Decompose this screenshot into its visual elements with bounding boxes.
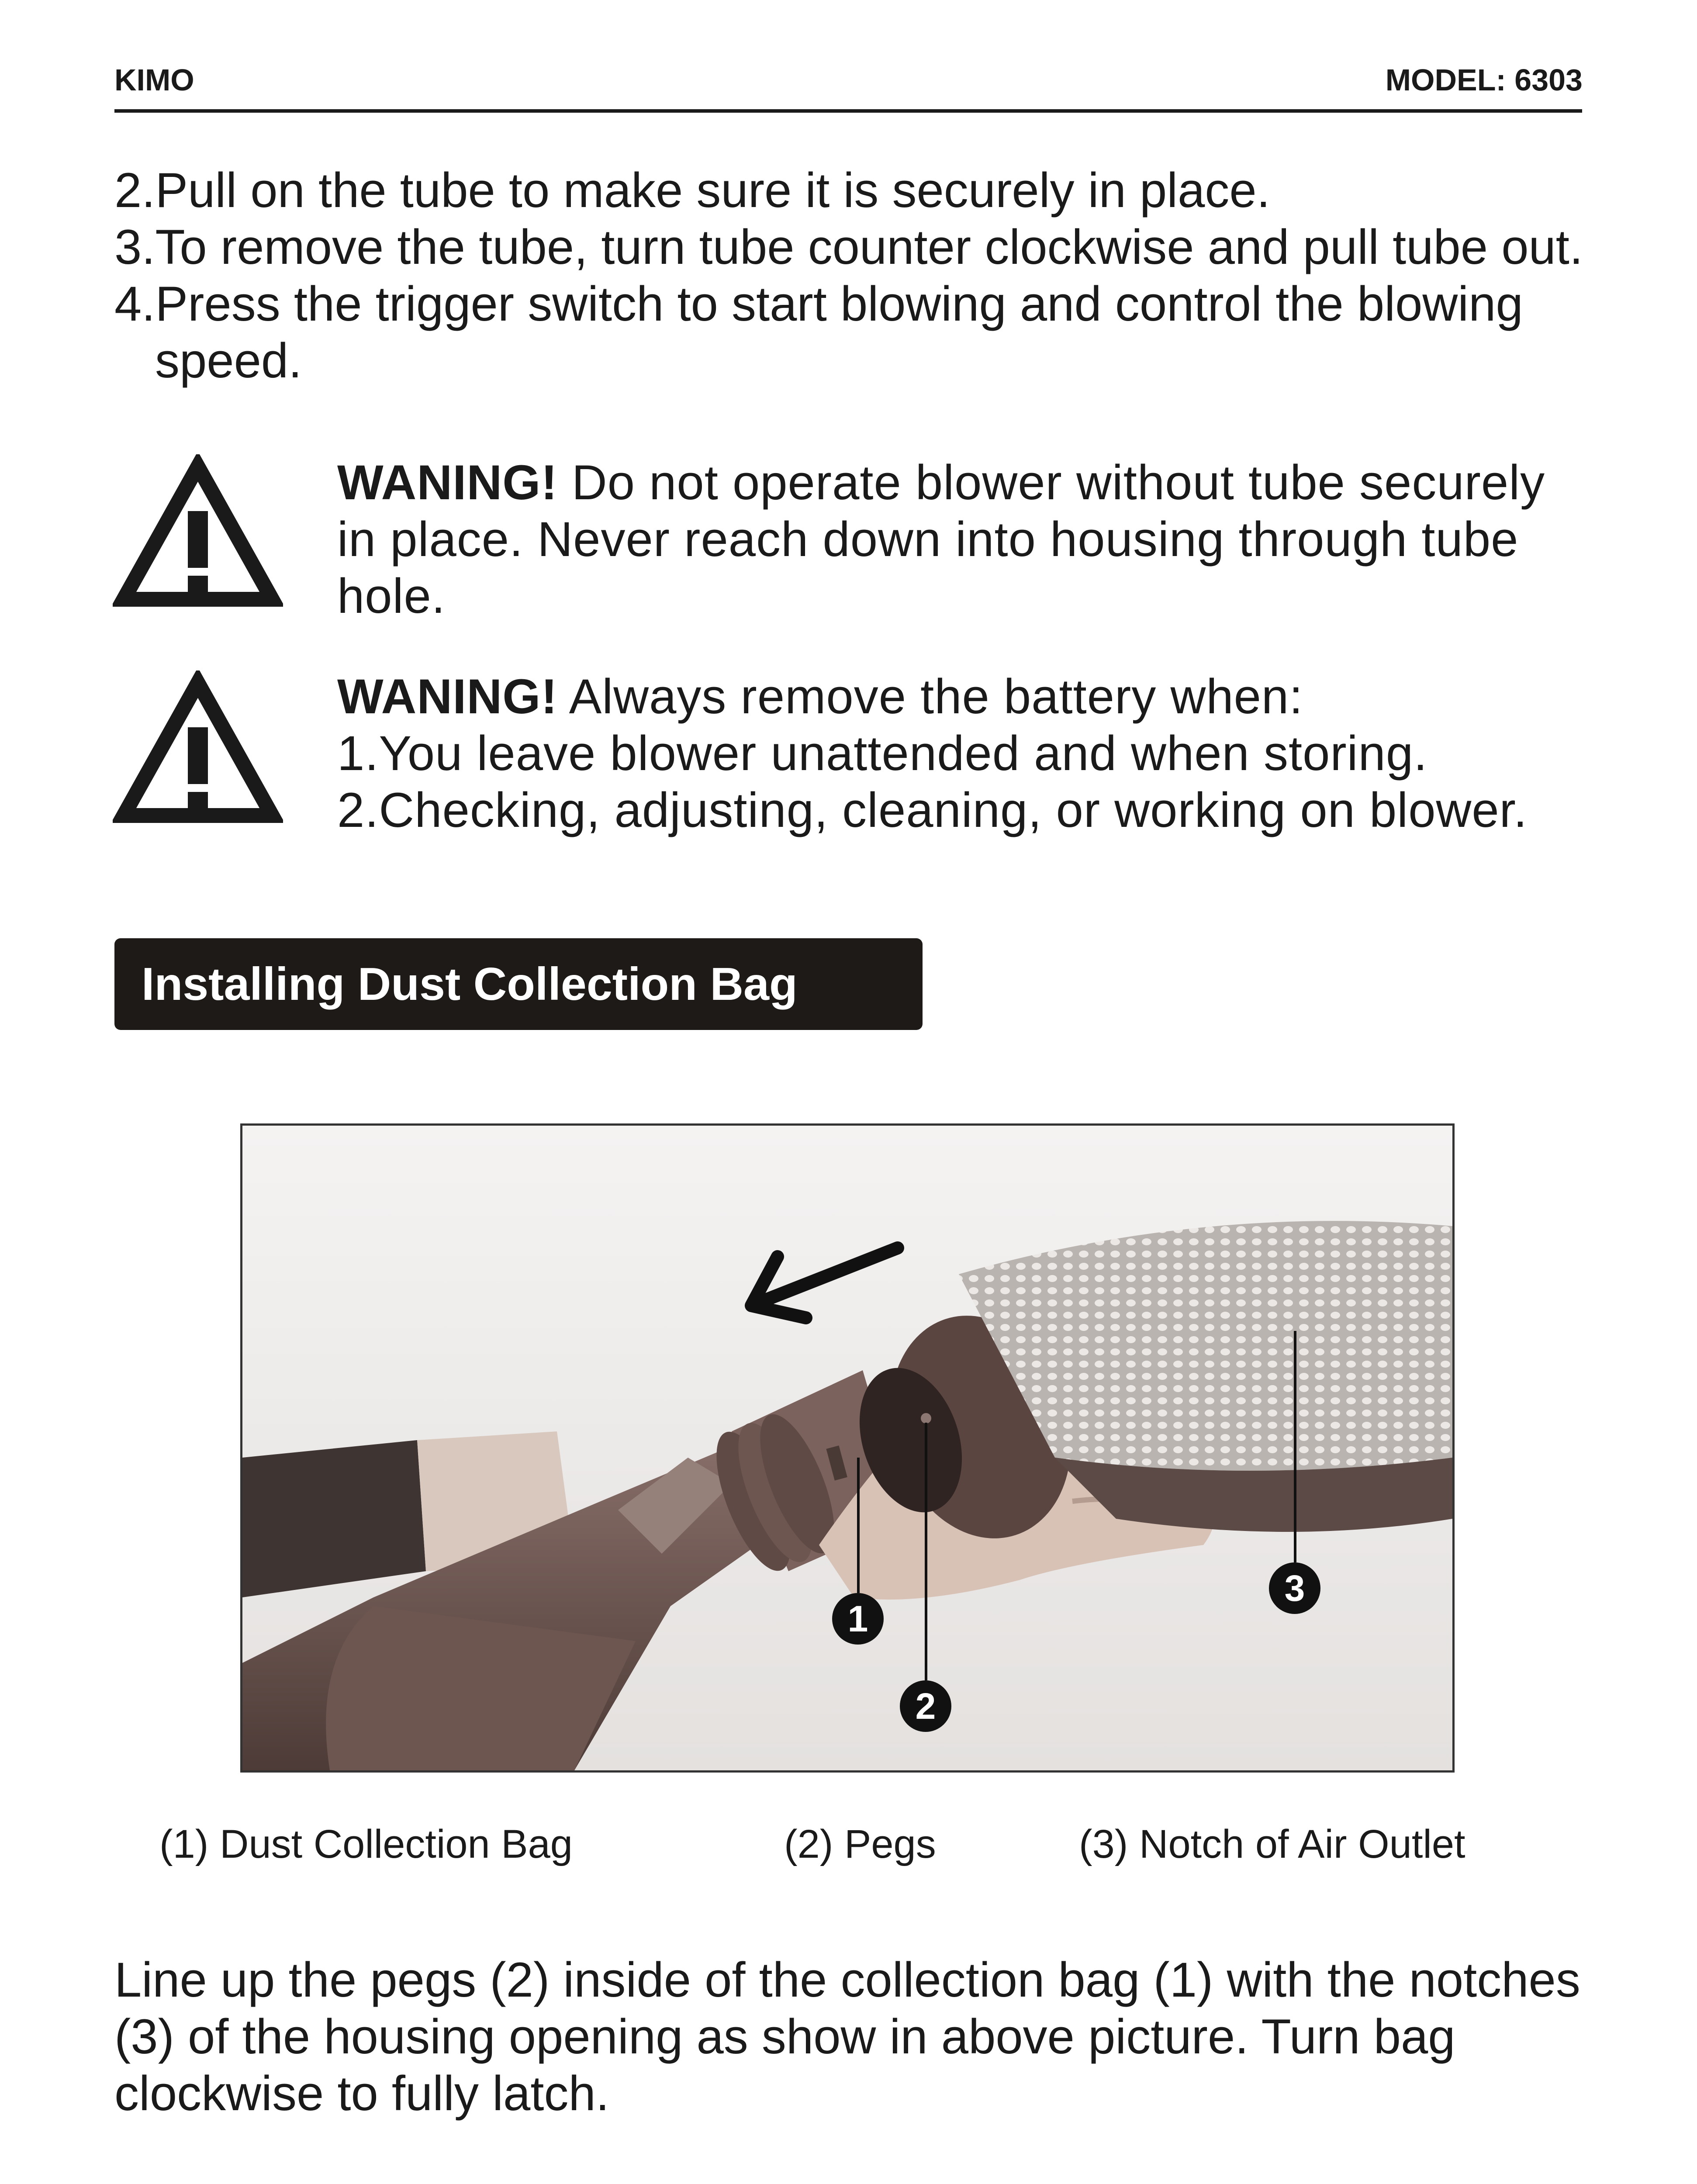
- header-divider: [114, 109, 1582, 113]
- step-3: 3.To remove the tube, turn tube counter clockwise and pull tube out.: [114, 220, 1583, 274]
- callout-2: 2: [900, 1680, 951, 1732]
- section-title: Installing Dust Collection Bag: [142, 958, 798, 1010]
- callout-3: 3: [1269, 1562, 1320, 1614]
- callout-1: 1: [832, 1593, 884, 1645]
- legend-item-1: (1) Dust Collection Bag: [159, 1822, 573, 1866]
- warning-text-2: WANING! Always remove the battery when: 1.You leave blower unattended and when storing. 2.Checking, adjusting, cleaning, or working on blower.: [337, 669, 1528, 837]
- step-4: 4.Press the trigger switch to start blowing and control the blowing: [114, 276, 1523, 331]
- header-brand: KIMO: [114, 63, 194, 97]
- warning-icon: [113, 670, 283, 828]
- legend-item-3: (3) Notch of Air Outlet: [1079, 1822, 1465, 1866]
- installation-photo: [240, 1123, 1455, 1773]
- warning-icon: [113, 454, 283, 612]
- section-heading: [114, 938, 923, 1030]
- installation-illustration: [242, 1126, 1452, 1770]
- warning-label: WANING!: [337, 669, 558, 724]
- warning-text-1: WANING! Do not operate blower without tube securely in place. Never reach down into housing through tube hole.: [337, 455, 1545, 623]
- warning-label: WANING!: [337, 455, 558, 510]
- step-2: 2.Pull on the tube to make sure it is securely in place.: [114, 163, 1270, 218]
- legend-item-2: (2) Pegs: [784, 1822, 936, 1866]
- header-model: MODEL: 6303: [1385, 63, 1583, 97]
- instructions-paragraph: Line up the pegs (2) inside of the collection bag (1) with the notches (3) of the housing opening as show in above picture. Turn bag clockwise to fully latch.: [114, 1952, 1580, 2121]
- step-4-continued: speed.: [155, 333, 302, 388]
